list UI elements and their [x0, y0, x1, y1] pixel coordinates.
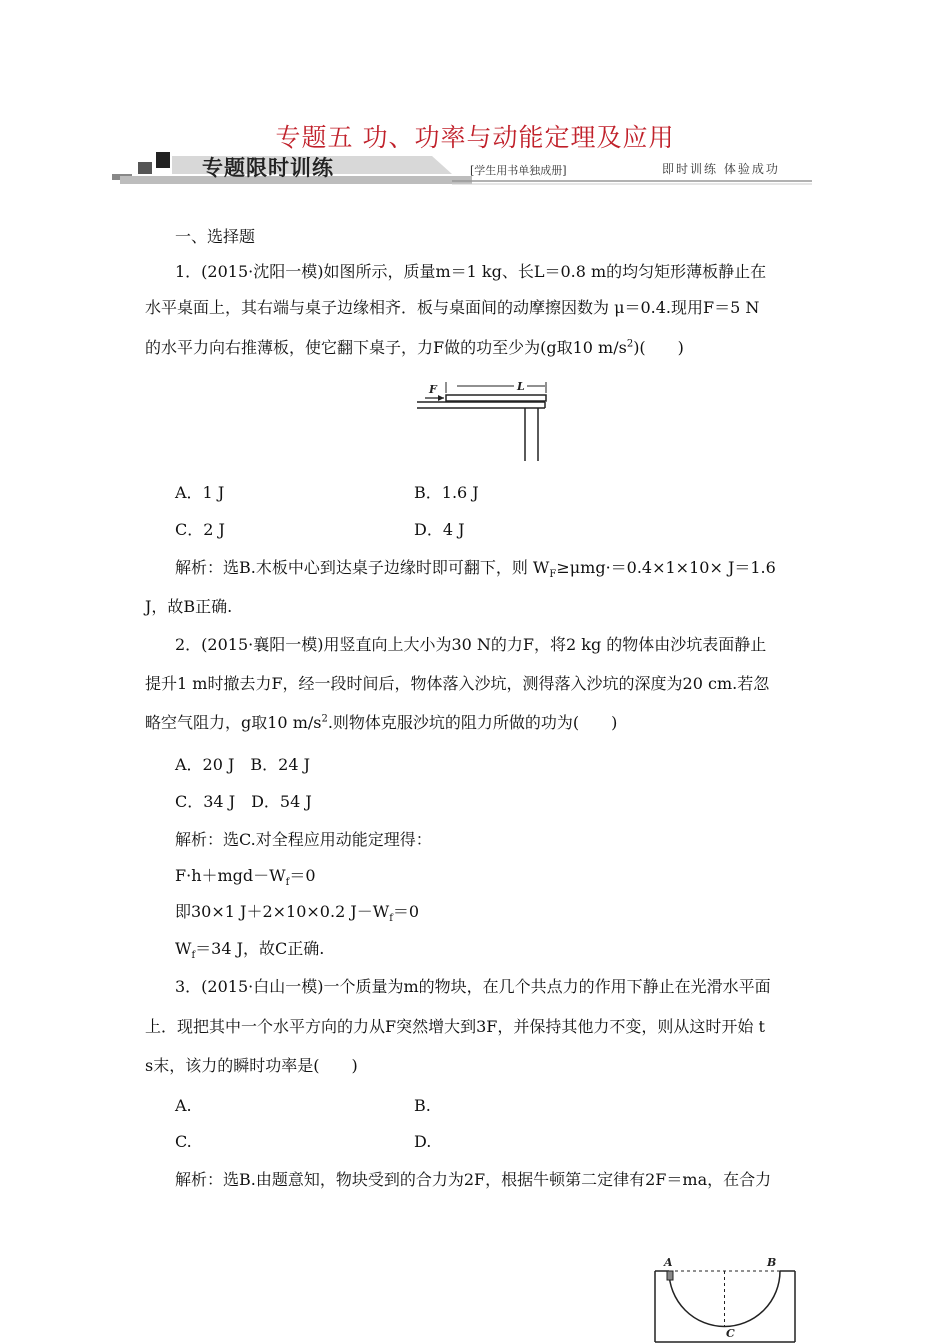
q1-line1: 1．(2015·沈阳一模)如图所示，质量m＝1 kg、长L＝0.8 m的均匀矩形薄板静止在	[175, 262, 767, 281]
q3-solution-line1: 解析：选B.由题意知，物块受到的合力为2F，根据牛顿第二定律有2F＝ma，在合力	[175, 1170, 772, 1189]
q2-line2: 提升1 m时撤去力F，经一段时间后，物体落入沙坑，测得落入沙坑的深度为20 cm.若忽	[145, 674, 770, 693]
q3-line1: 3．(2015·白山一模)一个质量为m的物块，在几个共点力的作用下静止在光滑水平面	[175, 977, 771, 996]
q1-figure	[417, 377, 567, 467]
q2-options-cd: C．34 J D．54 J	[175, 792, 312, 811]
q2-solution-line2: $F\cdot h+mgd-W_f=0$	[175, 866, 316, 889]
banner-right-text: 即时训练 体验成功	[662, 162, 780, 176]
q3-option-a: A.	[175, 1096, 192, 1115]
q1-figure-label-l: L	[517, 380, 525, 393]
q2-solution-line3: 即30×1 J＋2×10×0.2 $J-W_f=0$	[175, 902, 420, 925]
q3-option-d: D.	[414, 1132, 432, 1151]
q3-line3: s末，该力的瞬时功率是( )	[145, 1056, 358, 1075]
page-title: 专题五 功、功率与动能定理及应用	[275, 123, 675, 152]
bowl-label-a: A	[664, 1256, 673, 1269]
q2-options-ab: A．20 J B．24 J	[175, 755, 311, 774]
q1-figure-label-f: F	[429, 383, 437, 396]
banner-subtitle: [学生用书单独成册]	[470, 164, 567, 177]
bowl-figure	[650, 1255, 800, 1344]
q1-option-d: D．4 J	[414, 520, 465, 539]
q1-option-b: B．1.6 J	[414, 483, 479, 502]
q1-option-a: A．1 J	[175, 483, 225, 502]
q3-option-b: B.	[414, 1096, 431, 1115]
section-heading: 一、选择题	[175, 227, 256, 246]
q3-option-c: C.	[175, 1132, 192, 1151]
q1-option-c: C．2 J	[175, 520, 225, 539]
q1-line3: 的水平力向右推薄板，使它翻下桌子，力F做的功至少为(g取10 $m/s^2$)( )	[145, 338, 684, 357]
bowl-label-c: C	[726, 1327, 735, 1340]
banner-label: 专题限时训练	[202, 156, 334, 180]
q2-line3: 略空气阻力，g取10 $m/s^2$.则物体克服沙坑的阻力所做的功为( )	[145, 713, 618, 732]
q3-line2: 上．现把其中一个水平方向的力从F突然增大到3F，并保持其他力不变，则从这时开始 t	[145, 1017, 765, 1036]
q1-line2: 水平桌面上，其右端与桌子边缘相齐．板与桌面间的动摩擦因数为 μ＝0.4.现用F＝5 N	[145, 298, 760, 317]
q1-solution-line2: J，故B正确.	[145, 597, 233, 616]
q1-solution-line1: 解析：选B.木板中心到达桌子边缘时即可翻下，则 $W_F\ge\mu mg\cdot=0.4\times 1\times 10\times J=1.6$	[175, 558, 776, 581]
q2-line1: 2．(2015·襄阳一模)用竖直向上大小为30 N的力F，将2 kg 的物体由沙坑表面静止	[175, 635, 767, 654]
bowl-label-b: B	[767, 1256, 777, 1269]
q2-solution-line1: 解析：选C.对全程应用动能定理得：	[175, 830, 432, 849]
q2-solution-line4: $W_f=34$ J，故C正确.	[175, 939, 325, 962]
